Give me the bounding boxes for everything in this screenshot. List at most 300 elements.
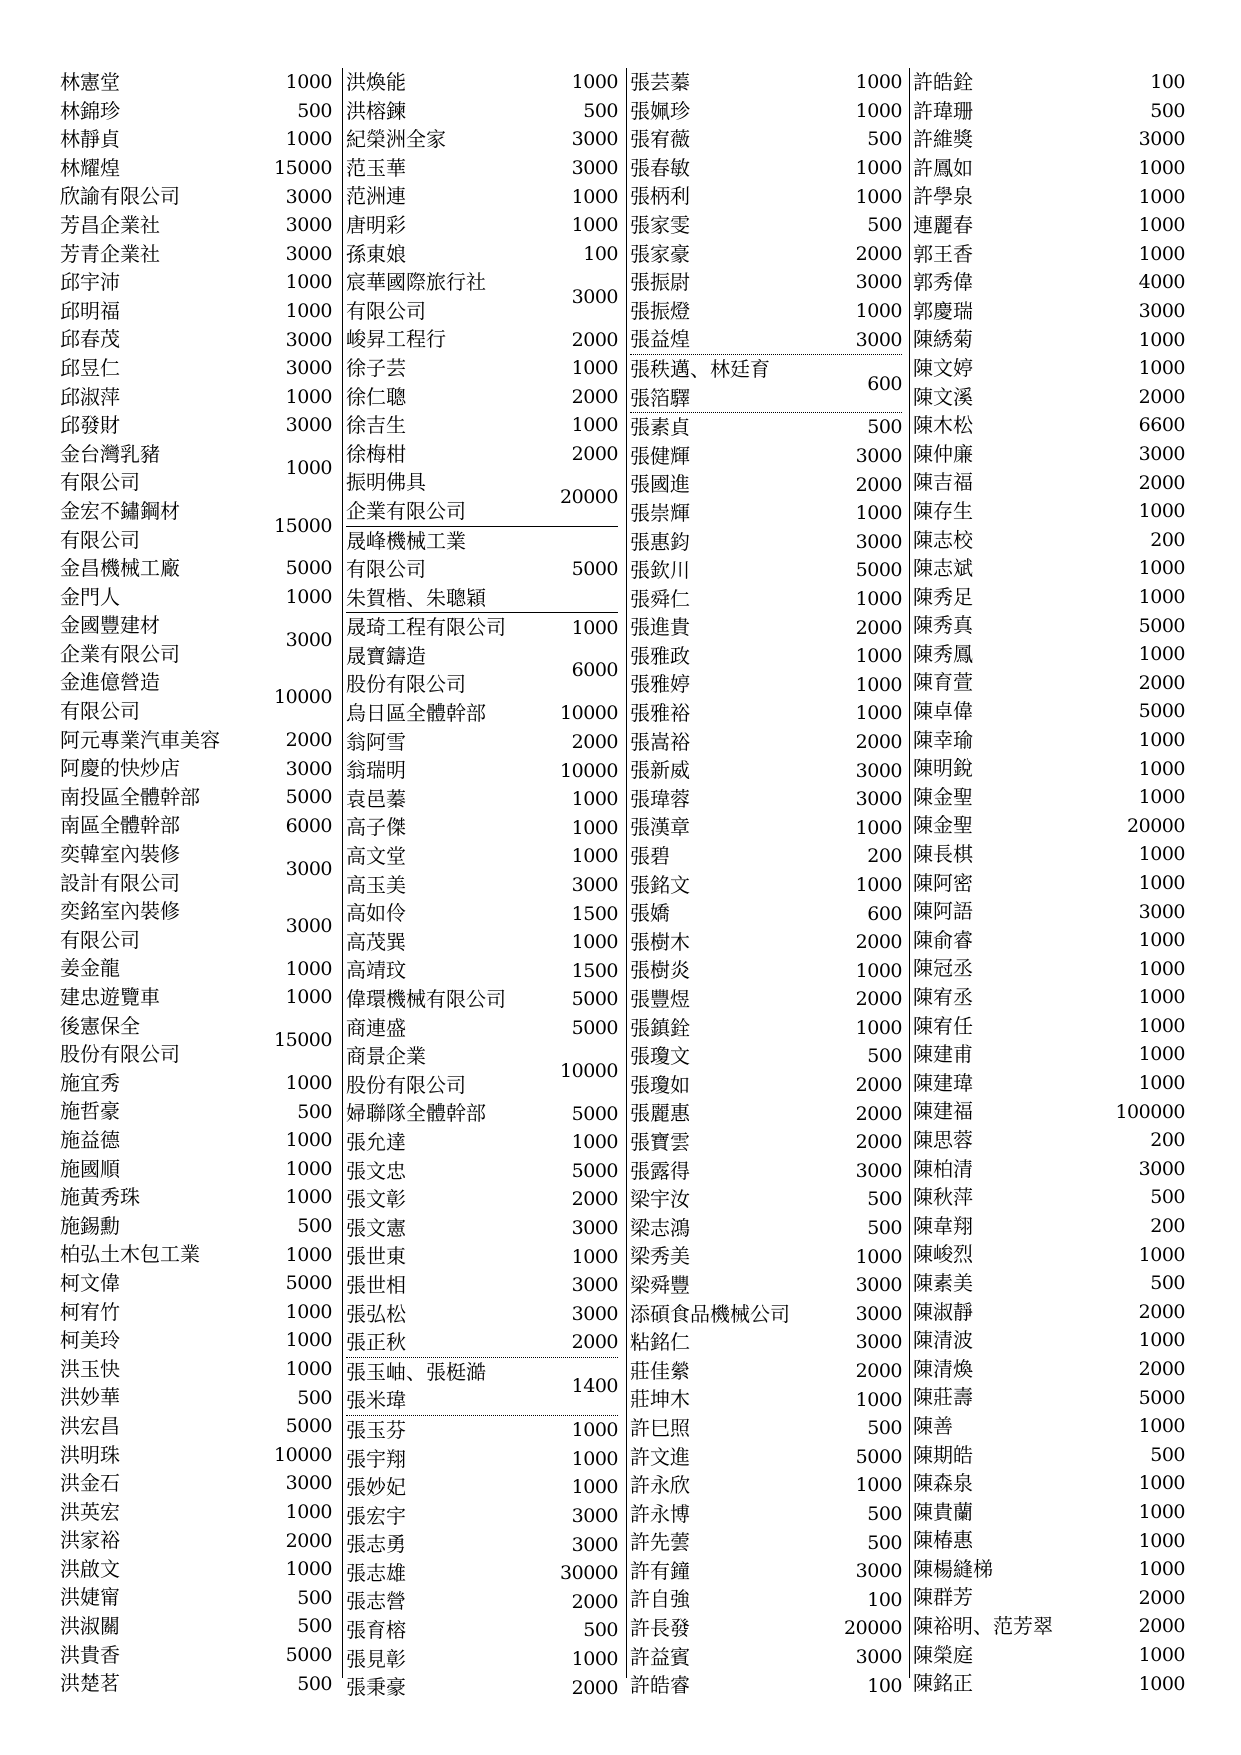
donor-name: 陳清煥 bbox=[913, 1356, 973, 1381]
donation-amount: 2000 bbox=[571, 385, 618, 408]
donation-amount: 3000 bbox=[855, 1645, 902, 1668]
donor-entry bbox=[346, 785, 618, 814]
donor-names bbox=[346, 1358, 508, 1415]
donation-amount: 1000 bbox=[1138, 1329, 1185, 1352]
donor-name: 袁邑蓁 bbox=[346, 786, 406, 811]
donor-names bbox=[346, 1673, 508, 1702]
donation-amount: 500 bbox=[297, 1586, 332, 1609]
donor-entry bbox=[60, 1412, 332, 1441]
donor-names bbox=[630, 1414, 792, 1443]
donor-names bbox=[346, 1645, 508, 1674]
donor-name: 張弘松 bbox=[346, 1301, 406, 1326]
donor-name: 洪婕甯 bbox=[60, 1585, 120, 1610]
donation-amount: 1000 bbox=[285, 1072, 332, 1095]
donation-amount: 500 bbox=[297, 1615, 332, 1638]
donor-name: 洪宏昌 bbox=[60, 1413, 120, 1438]
donation-amount: 1000 bbox=[855, 185, 902, 208]
donor-names bbox=[913, 125, 1065, 154]
donation-amount: 1000 bbox=[571, 1476, 618, 1499]
donation-amount: 1000 bbox=[285, 1243, 332, 1266]
donor-names bbox=[913, 1555, 1065, 1584]
donor-names bbox=[630, 1242, 792, 1271]
donation-amount: 30000 bbox=[560, 1562, 618, 1585]
donor-entry bbox=[346, 985, 618, 1014]
donor-name: 林靜貞 bbox=[60, 127, 120, 152]
donor-names bbox=[913, 383, 1065, 412]
donor-entry bbox=[346, 813, 618, 842]
donation-amount: 1000 bbox=[1138, 957, 1185, 980]
donor-name: 阿慶的快炒店 bbox=[60, 756, 180, 781]
donation-amount: 2000 bbox=[1138, 1615, 1185, 1638]
donation-amount: 1000 bbox=[571, 214, 618, 237]
donor-name: 奕銘室內裝修 bbox=[60, 899, 180, 924]
donation-amount: 1000 bbox=[285, 1358, 332, 1381]
donor-entry bbox=[346, 642, 618, 699]
donor-names bbox=[60, 97, 222, 126]
donor-names bbox=[913, 1469, 1065, 1498]
donor-name: 陳志斌 bbox=[913, 556, 973, 581]
donor-name: 邱昱仁 bbox=[60, 355, 120, 380]
donor-names bbox=[60, 240, 222, 269]
donor-entry bbox=[346, 756, 618, 785]
donation-amount: 3000 bbox=[855, 271, 902, 294]
donor-entry bbox=[346, 1357, 618, 1416]
donor-entry bbox=[60, 954, 332, 983]
donor-entry bbox=[60, 1555, 332, 1584]
donation-amount: 1000 bbox=[1138, 843, 1185, 866]
donor-entry bbox=[60, 125, 332, 154]
donor-name: 張益煌 bbox=[630, 327, 690, 352]
donor-entry bbox=[346, 1645, 618, 1674]
donor-entry bbox=[60, 1441, 332, 1470]
donation-amount: 1000 bbox=[285, 1500, 332, 1523]
donor-entry bbox=[60, 1012, 332, 1069]
donor-name: 陳幸瑜 bbox=[913, 727, 973, 752]
donor-entry bbox=[913, 1069, 1185, 1098]
donor-entry bbox=[630, 871, 902, 900]
donor-names bbox=[60, 1012, 222, 1069]
donor-entry bbox=[60, 325, 332, 354]
donor-name: 峻昇工程行 bbox=[346, 327, 446, 352]
donor-names bbox=[346, 1042, 508, 1099]
donor-name: 洪貴香 bbox=[60, 1642, 120, 1667]
donation-amount: 3000 bbox=[1138, 1157, 1185, 1180]
donor-names bbox=[60, 1240, 222, 1269]
donation-amount: 1000 bbox=[855, 816, 902, 839]
donor-name: 金台灣乳豬 bbox=[60, 441, 160, 466]
donation-amount: 100 bbox=[583, 242, 618, 265]
donation-amount: 1000 bbox=[285, 585, 332, 608]
donor-name: 陳育萱 bbox=[913, 670, 973, 695]
donation-amount: 1000 bbox=[571, 357, 618, 380]
donation-amount: 500 bbox=[1150, 1443, 1185, 1466]
donor-name: 翁瑞明 bbox=[346, 758, 406, 783]
donor-names bbox=[913, 268, 1065, 297]
donation-amount: 3000 bbox=[285, 328, 332, 351]
donor-names bbox=[913, 811, 1065, 840]
donor-name: 股份有限公司 bbox=[346, 672, 466, 697]
donor-name: 張惠鈞 bbox=[630, 529, 690, 554]
donor-names bbox=[630, 1471, 792, 1500]
donor-names bbox=[913, 1583, 1065, 1612]
donor-name: 宸華國際旅行社 bbox=[346, 270, 486, 295]
donor-entry bbox=[60, 1355, 332, 1384]
donor-names bbox=[60, 1183, 222, 1212]
donor-entry bbox=[630, 1042, 902, 1071]
donor-name: 企業有限公司 bbox=[346, 498, 466, 523]
donor-entry bbox=[913, 411, 1185, 440]
donor-names bbox=[346, 1473, 508, 1502]
donor-entry bbox=[913, 954, 1185, 983]
donor-entry bbox=[60, 182, 332, 211]
donor-entry bbox=[346, 1328, 618, 1357]
donor-name: 施哲豪 bbox=[60, 1099, 120, 1124]
donation-amount: 2000 bbox=[855, 1074, 902, 1097]
donor-names bbox=[346, 871, 508, 900]
donor-name: 張文彰 bbox=[346, 1187, 406, 1212]
donor-entry bbox=[630, 354, 902, 413]
donor-names bbox=[913, 1498, 1065, 1527]
donor-name: 郭王香 bbox=[913, 241, 973, 266]
donor-names bbox=[346, 1185, 508, 1214]
donor-name: 建忠遊覽車 bbox=[60, 985, 160, 1009]
donation-amount: 500 bbox=[297, 1100, 332, 1123]
donor-name: 張雅政 bbox=[630, 643, 690, 668]
donation-amount: 1000 bbox=[1138, 1043, 1185, 1066]
donor-name: 陳建瑋 bbox=[913, 1070, 973, 1095]
donor-names bbox=[630, 1614, 792, 1643]
donation-amount: 500 bbox=[867, 1188, 902, 1211]
donor-names bbox=[630, 528, 792, 557]
donor-name: 邱淑萍 bbox=[60, 384, 120, 409]
donor-names bbox=[60, 1669, 222, 1698]
donor-name: 洪淑關 bbox=[60, 1614, 120, 1639]
donation-amount: 1000 bbox=[855, 502, 902, 525]
donor-names bbox=[630, 1042, 792, 1071]
donor-name: 張宇翔 bbox=[346, 1446, 406, 1471]
donor-name: 陳貴蘭 bbox=[913, 1499, 973, 1524]
donation-amount: 500 bbox=[1150, 1186, 1185, 1209]
donation-amount: 1000 bbox=[1138, 1643, 1185, 1666]
donor-names bbox=[346, 699, 508, 728]
donation-amount: 2000 bbox=[855, 730, 902, 753]
donation-amount: 1000 bbox=[1138, 157, 1185, 180]
donor-name: 有限公司 bbox=[60, 699, 140, 724]
donation-amount: 1000 bbox=[1138, 786, 1185, 809]
donor-names bbox=[630, 325, 792, 354]
donation-amount: 5000 bbox=[571, 1102, 618, 1125]
donor-name: 股份有限公司 bbox=[346, 1072, 466, 1097]
donor-entry bbox=[630, 1357, 902, 1386]
donor-names bbox=[913, 1097, 1065, 1126]
donor-name: 張雅裕 bbox=[630, 701, 690, 726]
donation-amount: 1000 bbox=[285, 986, 332, 1009]
donation-amount: 3000 bbox=[285, 214, 332, 237]
donor-entry bbox=[60, 811, 332, 840]
donor-names bbox=[60, 583, 222, 612]
donor-names bbox=[913, 1612, 1065, 1641]
donor-name: 張瓊文 bbox=[630, 1044, 690, 1069]
donor-entry bbox=[630, 154, 902, 183]
donor-name: 邱發財 bbox=[60, 413, 120, 438]
donor-entry bbox=[630, 1214, 902, 1243]
donor-name: 邱明福 bbox=[60, 298, 120, 323]
donor-names bbox=[346, 154, 508, 183]
donor-names bbox=[630, 899, 792, 928]
donor-entry bbox=[913, 1183, 1185, 1212]
donor-name: 陳卓偉 bbox=[913, 699, 973, 724]
donation-amount: 1000 bbox=[285, 1186, 332, 1209]
donor-name: 許有鐘 bbox=[630, 1558, 690, 1583]
donor-name: 許瑋珊 bbox=[913, 98, 973, 123]
donor-name: 陳秀鳳 bbox=[913, 641, 973, 666]
donor-name: 徐吉生 bbox=[346, 413, 406, 438]
donor-entry bbox=[630, 642, 902, 671]
donor-entry bbox=[913, 297, 1185, 326]
donation-amount: 20000 bbox=[844, 1617, 902, 1640]
donation-amount: 2000 bbox=[855, 1102, 902, 1125]
donor-names bbox=[60, 68, 222, 97]
donor-name: 高茂巽 bbox=[346, 929, 406, 954]
donor-names bbox=[60, 726, 222, 755]
donor-name: 許永博 bbox=[630, 1501, 690, 1526]
donation-amount: 5000 bbox=[285, 786, 332, 809]
donor-entry bbox=[60, 383, 332, 412]
donor-names bbox=[913, 668, 1065, 697]
donor-entry bbox=[630, 1157, 902, 1186]
donation-amount: 3000 bbox=[1138, 128, 1185, 151]
donor-name: 張漢章 bbox=[630, 815, 690, 840]
donor-entry bbox=[60, 1498, 332, 1527]
donor-entry bbox=[630, 1557, 902, 1586]
donor-entry bbox=[630, 413, 902, 442]
donation-amount: 3000 bbox=[1138, 300, 1185, 323]
donor-name: 范玉華 bbox=[346, 155, 406, 180]
donor-name: 陳銘正 bbox=[913, 1671, 973, 1696]
donor-name: 張文忠 bbox=[346, 1158, 406, 1183]
donor-name: 金昌機械工廠 bbox=[60, 556, 180, 581]
donation-amount: 2000 bbox=[855, 616, 902, 639]
donor-entry bbox=[60, 1126, 332, 1155]
donor-names bbox=[630, 1328, 792, 1357]
donor-entry bbox=[60, 611, 332, 668]
donation-amount: 1000 bbox=[285, 385, 332, 408]
donor-entry bbox=[630, 699, 902, 728]
donor-entry bbox=[60, 1069, 332, 1098]
donation-amount: 3000 bbox=[571, 285, 618, 308]
donor-names bbox=[630, 182, 792, 211]
donor-entry bbox=[60, 154, 332, 183]
donor-entry bbox=[913, 926, 1185, 955]
donor-name: 陳莊壽 bbox=[913, 1385, 973, 1410]
donor-entry bbox=[60, 440, 332, 497]
donor-entry bbox=[60, 1469, 332, 1498]
donor-names bbox=[913, 1383, 1065, 1412]
donor-entry bbox=[60, 68, 332, 97]
donor-names bbox=[60, 897, 222, 954]
donation-amount: 100 bbox=[867, 1588, 902, 1611]
donation-amount: 1000 bbox=[1138, 185, 1185, 208]
donor-name: 奕韓室內裝修 bbox=[60, 842, 180, 867]
donation-amount: 1000 bbox=[855, 300, 902, 323]
donor-names bbox=[913, 1326, 1065, 1355]
donation-amount: 1000 bbox=[855, 673, 902, 696]
donor-name: 陳金聖 bbox=[913, 784, 973, 809]
donor-names bbox=[630, 556, 792, 585]
donation-amount: 500 bbox=[867, 1531, 902, 1554]
donor-names bbox=[60, 125, 222, 154]
donor-entry bbox=[913, 1269, 1185, 1298]
donor-name: 高玉美 bbox=[346, 872, 406, 897]
donor-names bbox=[630, 1500, 792, 1529]
donor-entry bbox=[630, 1300, 902, 1329]
donor-name: 梁宇汝 bbox=[630, 1187, 690, 1212]
donor-names bbox=[346, 785, 508, 814]
donor-name: 張雅婷 bbox=[630, 672, 690, 697]
donor-names bbox=[913, 840, 1065, 869]
donor-names bbox=[346, 1587, 508, 1616]
donor-entry bbox=[913, 583, 1185, 612]
donation-amount: 2000 bbox=[571, 1676, 618, 1699]
donor-entry bbox=[630, 1443, 902, 1472]
donor-name: 張宏宇 bbox=[346, 1503, 406, 1528]
donor-name: 張妙妃 bbox=[346, 1475, 406, 1500]
donor-entry bbox=[60, 754, 332, 783]
donor-entry bbox=[630, 240, 902, 269]
donor-name: 張見彰 bbox=[346, 1646, 406, 1671]
donation-amount: 500 bbox=[583, 1619, 618, 1642]
donation-amount: 2000 bbox=[855, 931, 902, 954]
donor-names bbox=[346, 1099, 508, 1128]
donor-entry bbox=[913, 125, 1185, 154]
donor-name: 陳柏清 bbox=[913, 1156, 973, 1181]
donor-name: 有限公司 bbox=[60, 927, 140, 952]
donor-names bbox=[913, 1412, 1065, 1441]
donor-name: 金進億營造 bbox=[60, 670, 160, 695]
donor-names bbox=[60, 1583, 222, 1612]
donation-amount: 1000 bbox=[1138, 757, 1185, 780]
donor-entry bbox=[346, 1242, 618, 1271]
donor-name: 施錫勳 bbox=[60, 1213, 120, 1238]
donor-name: 陳明銳 bbox=[913, 756, 973, 781]
donor-name: 張世相 bbox=[346, 1272, 406, 1297]
donor-name: 許先蕓 bbox=[630, 1530, 690, 1555]
donor-name: 施國順 bbox=[60, 1156, 120, 1181]
donor-entry bbox=[60, 1097, 332, 1126]
donor-name: 陳志校 bbox=[913, 527, 973, 552]
donor-entry bbox=[913, 640, 1185, 669]
donor-names bbox=[346, 985, 508, 1014]
donor-entry bbox=[60, 268, 332, 297]
donor-name: 張麗惠 bbox=[630, 1101, 690, 1126]
donor-name: 許永欣 bbox=[630, 1473, 690, 1498]
donor-names bbox=[346, 1445, 508, 1474]
donor-names bbox=[346, 354, 508, 383]
donor-entry bbox=[913, 383, 1185, 412]
donor-name: 陳群芳 bbox=[913, 1585, 973, 1610]
donor-entry bbox=[630, 211, 902, 240]
donor-name: 陳木松 bbox=[913, 413, 973, 438]
donation-amount: 1000 bbox=[855, 1474, 902, 1497]
donation-amount: 1000 bbox=[1138, 500, 1185, 523]
donation-amount: 10000 bbox=[274, 1443, 332, 1466]
donor-name: 柯宥竹 bbox=[60, 1299, 120, 1324]
donor-name: 企業有限公司 bbox=[60, 641, 180, 666]
donor-name: 梁秀美 bbox=[630, 1244, 690, 1269]
donor-entry bbox=[60, 1583, 332, 1612]
donor-names bbox=[346, 1157, 508, 1186]
donor-name: 陳素美 bbox=[913, 1270, 973, 1295]
donation-amount: 1500 bbox=[571, 959, 618, 982]
donation-amount: 1000 bbox=[285, 128, 332, 151]
donation-amount: 1000 bbox=[855, 645, 902, 668]
donor-name: 張振燈 bbox=[630, 298, 690, 323]
donor-entry bbox=[60, 583, 332, 612]
donation-amount: 1000 bbox=[1138, 1014, 1185, 1037]
donor-names bbox=[630, 499, 792, 528]
donor-name: 張碧 bbox=[630, 844, 670, 869]
donor-name: 洪金石 bbox=[60, 1471, 120, 1496]
donor-entry bbox=[346, 411, 618, 440]
donor-name: 張樹木 bbox=[630, 929, 690, 954]
donor-entry bbox=[346, 956, 618, 985]
donor-names bbox=[346, 642, 508, 699]
donation-amount: 5000 bbox=[1138, 700, 1185, 723]
donation-amount: 2000 bbox=[1138, 1586, 1185, 1609]
donor-names bbox=[346, 1300, 508, 1329]
donor-name: 許皓銓 bbox=[913, 70, 973, 94]
donor-names bbox=[60, 783, 222, 812]
donor-entry bbox=[630, 813, 902, 842]
donor-names bbox=[60, 1269, 222, 1298]
donation-amount: 1000 bbox=[571, 185, 618, 208]
donor-name: 張國進 bbox=[630, 472, 690, 497]
donor-name: 張進貴 bbox=[630, 615, 690, 640]
donor-name: 洪妙華 bbox=[60, 1385, 120, 1410]
donation-amount: 1000 bbox=[855, 1016, 902, 1039]
donor-name: 張寶雲 bbox=[630, 1129, 690, 1154]
donor-name: 高子傑 bbox=[346, 815, 406, 840]
donor-entry bbox=[630, 985, 902, 1014]
donor-name: 張新威 bbox=[630, 758, 690, 783]
donor-name: 柯文偉 bbox=[60, 1270, 120, 1295]
donation-amount: 3000 bbox=[855, 788, 902, 811]
donor-name: 陳文婷 bbox=[913, 355, 973, 380]
donor-names bbox=[346, 411, 508, 440]
donor-name: 許自強 bbox=[630, 1587, 690, 1612]
donor-entry bbox=[346, 899, 618, 928]
donor-entry bbox=[630, 728, 902, 757]
donor-name: 陳淑靜 bbox=[913, 1299, 973, 1324]
donation-amount: 3000 bbox=[855, 1560, 902, 1583]
donor-entry bbox=[630, 1585, 902, 1614]
donation-amount: 500 bbox=[867, 1502, 902, 1525]
donor-names bbox=[630, 211, 792, 240]
donor-names bbox=[630, 470, 792, 499]
donor-entry bbox=[346, 1416, 618, 1445]
donor-names bbox=[913, 97, 1065, 126]
donation-amount: 3000 bbox=[855, 1274, 902, 1297]
donation-amount: 3000 bbox=[285, 357, 332, 380]
donor-entry bbox=[913, 154, 1185, 183]
donor-name: 洪煥能 bbox=[346, 70, 406, 94]
donation-amount: 1000 bbox=[1138, 728, 1185, 751]
donor-names bbox=[913, 182, 1065, 211]
donor-names bbox=[60, 411, 222, 440]
donation-amount: 1000 bbox=[1138, 242, 1185, 265]
donation-amount: 1000 bbox=[1138, 1558, 1185, 1581]
donor-name: 張姵珍 bbox=[630, 98, 690, 123]
